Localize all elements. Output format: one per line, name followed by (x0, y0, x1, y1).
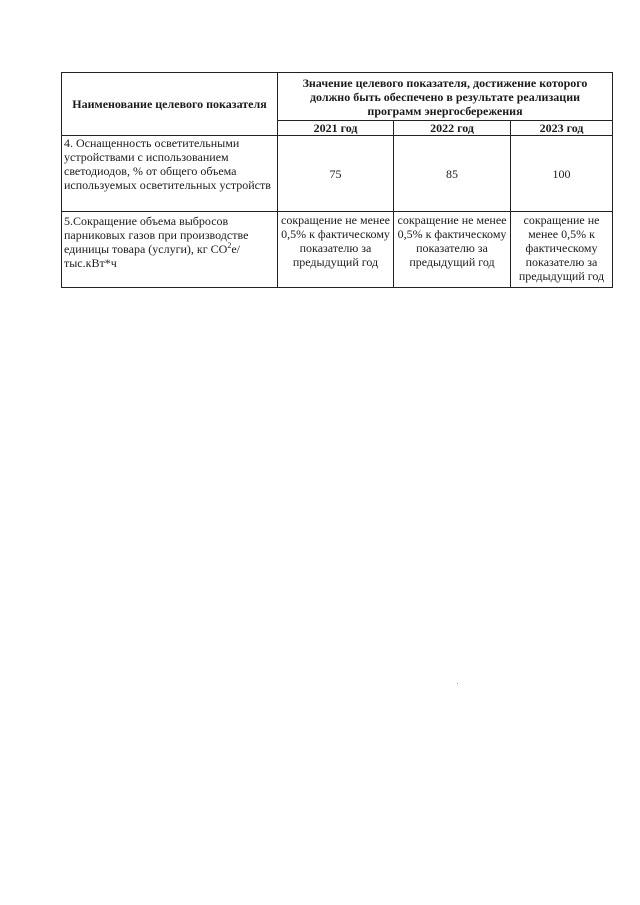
row-5-name-sup: 2 (227, 241, 232, 250)
year-2021-header: 2021 год (278, 121, 394, 136)
row-5-value-2021: сокращение не менее 0,5% к фактическому показателю за предыдущий год (278, 212, 394, 288)
row-4-value-2021: 75 (278, 136, 394, 212)
indicator-value-header (278, 73, 613, 121)
indicator-name-header-text: Наименование целевого показателя (72, 97, 267, 111)
header-row (62, 73, 613, 121)
row-4-value-2022: 85 (394, 136, 511, 212)
row-5-value-2023: сокращение не менее 0,5% к фактическому показателю за предыдущий год (511, 212, 613, 288)
year-2022-header: 2022 год (394, 121, 511, 136)
scan-speck (457, 683, 458, 684)
row-4-value-2023: 100 (511, 136, 613, 212)
table-row (62, 136, 613, 212)
target-indicators-table (61, 72, 613, 288)
row-5-name-prefix: 5.Сокращение объема выбросов парниковых газов при производстве единицы товара (услуги), кг CO (64, 214, 249, 256)
row-5-name-suffix: е/тыс.кВт*ч (64, 242, 241, 270)
row-5-value-2022: сокращение не менее 0,5% к фактическому показателю за предыдущий год (394, 212, 511, 288)
row-5-name (62, 212, 278, 288)
indicator-value-header-text: Значение целевого показателя, достижение которого должно быть обеспечено в результате реализации программ энергосбережения (302, 75, 588, 118)
indicator-name-header (62, 73, 278, 136)
row-4-name: 4. Оснащенность осветительными устройствами с использованием светодиодов, % от общего объема используемых осветительных устройств (62, 136, 278, 212)
table-row (62, 212, 613, 288)
year-2023-header: 2023 год (511, 121, 613, 136)
